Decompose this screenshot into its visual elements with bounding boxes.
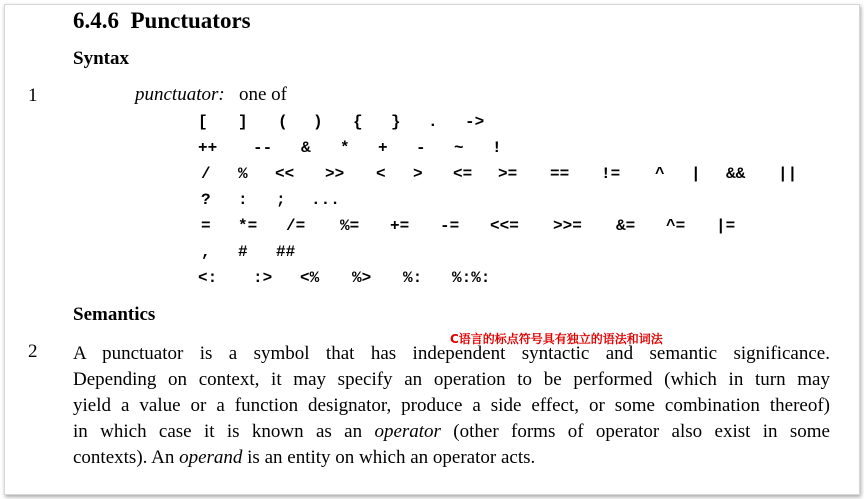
punctuator-token: : bbox=[238, 191, 248, 209]
punctuator-token: ] bbox=[238, 113, 248, 131]
punctuator-token: , bbox=[201, 243, 211, 261]
punctuator-token: = bbox=[201, 217, 211, 235]
punctuator-token: *= bbox=[238, 217, 258, 235]
punctuator-token: |= bbox=[716, 217, 736, 235]
punctuator-token: == bbox=[550, 165, 570, 183]
punctuator-token: ; bbox=[276, 191, 286, 209]
text-run: yield a value or a function designator, produce a side effect, or some combination thereof) bbox=[73, 395, 830, 416]
paragraph-number-2: 2 bbox=[28, 341, 38, 362]
punctuator-token: += bbox=[390, 217, 410, 235]
punctuator-token: > bbox=[413, 165, 423, 183]
punctuator-token: & bbox=[301, 139, 311, 157]
punctuator-token: - bbox=[416, 139, 426, 157]
text-run: Depending on context, it may specify an operation to be performed (which in turn may bbox=[73, 369, 830, 390]
punctuator-token: ) bbox=[313, 113, 323, 131]
punctuator-token: ... bbox=[311, 191, 340, 209]
punctuator-token: -- bbox=[253, 139, 273, 157]
punctuator-token: || bbox=[778, 165, 798, 183]
punctuator-token: -> bbox=[465, 113, 485, 131]
punctuator-token: >> bbox=[325, 165, 345, 183]
punctuator-token: <: bbox=[198, 269, 218, 287]
punctuator-token: | bbox=[691, 165, 701, 183]
punctuator-token: } bbox=[391, 113, 401, 131]
nonterminal-punctuator: punctuator: bbox=[135, 84, 225, 105]
paragraph-number-1: 1 bbox=[28, 85, 38, 106]
punctuator-token: != bbox=[601, 165, 621, 183]
paragraph-line bbox=[73, 393, 830, 419]
paragraph-line bbox=[73, 341, 830, 367]
punctuator-token: + bbox=[378, 139, 388, 157]
punctuator-token: ? bbox=[201, 191, 211, 209]
punctuator-token: . bbox=[428, 113, 438, 131]
text-run: in which case it is known as an bbox=[73, 421, 375, 442]
punctuator-token: << bbox=[275, 165, 295, 183]
emphasized-term: operand bbox=[179, 447, 243, 468]
punctuator-token: :> bbox=[253, 269, 273, 287]
punctuator-token: < bbox=[376, 165, 386, 183]
punctuator-token: * bbox=[340, 139, 350, 157]
section-heading bbox=[73, 8, 251, 34]
text-run: contexts). An bbox=[73, 447, 180, 468]
annotation-note: C语言的标点符号具有独立的语法和词法 bbox=[450, 332, 663, 346]
punctuator-token: <% bbox=[300, 269, 320, 287]
punctuator-token: # bbox=[238, 243, 248, 261]
paragraph-line bbox=[73, 419, 830, 445]
punctuator-token: -= bbox=[440, 217, 460, 235]
punctuator-token: ^ bbox=[655, 165, 665, 183]
punctuator-token: ++ bbox=[198, 139, 218, 157]
punctuator-token: >>= bbox=[553, 217, 582, 235]
text-run: A punctuator is a symbol that has independent syntactic and semantic significance. bbox=[73, 343, 830, 364]
punctuator-token: % bbox=[238, 165, 248, 183]
punctuator-token: ## bbox=[276, 243, 296, 261]
punctuator-token: ( bbox=[278, 113, 288, 131]
paragraph-line bbox=[73, 367, 830, 393]
grammar-rule bbox=[135, 84, 287, 106]
semantics-heading: Semantics bbox=[73, 304, 156, 325]
one-of-label: one of bbox=[238, 84, 287, 105]
punctuator-token: / bbox=[201, 165, 211, 183]
punctuator-token: [ bbox=[198, 113, 208, 131]
punctuator-token: %= bbox=[340, 217, 360, 235]
text-run: (other forms of operator also exist in some bbox=[440, 421, 830, 442]
punctuator-token: ! bbox=[492, 139, 502, 157]
punctuator-token: { bbox=[353, 113, 363, 131]
punctuator-token: ~ bbox=[454, 139, 464, 157]
punctuator-token: <= bbox=[453, 165, 473, 183]
punctuator-token: && bbox=[726, 165, 746, 183]
punctuator-token: %: bbox=[403, 269, 423, 287]
semantics-paragraph bbox=[73, 341, 830, 471]
section-number: 6.4.6 bbox=[73, 8, 119, 33]
punctuator-token: &= bbox=[616, 217, 636, 235]
section-title: Punctuators bbox=[130, 8, 251, 33]
emphasized-term: operator bbox=[374, 421, 441, 442]
punctuator-token: >= bbox=[498, 165, 518, 183]
punctuator-token: /= bbox=[286, 217, 306, 235]
punctuator-token: ^= bbox=[666, 217, 686, 235]
text-run: is an entity on which an operator acts. bbox=[242, 447, 536, 468]
syntax-heading: Syntax bbox=[73, 48, 129, 69]
punctuator-token: %:%: bbox=[452, 269, 491, 287]
paragraph-line bbox=[73, 445, 830, 471]
punctuator-token: %> bbox=[352, 269, 372, 287]
punctuator-token: <<= bbox=[490, 217, 519, 235]
